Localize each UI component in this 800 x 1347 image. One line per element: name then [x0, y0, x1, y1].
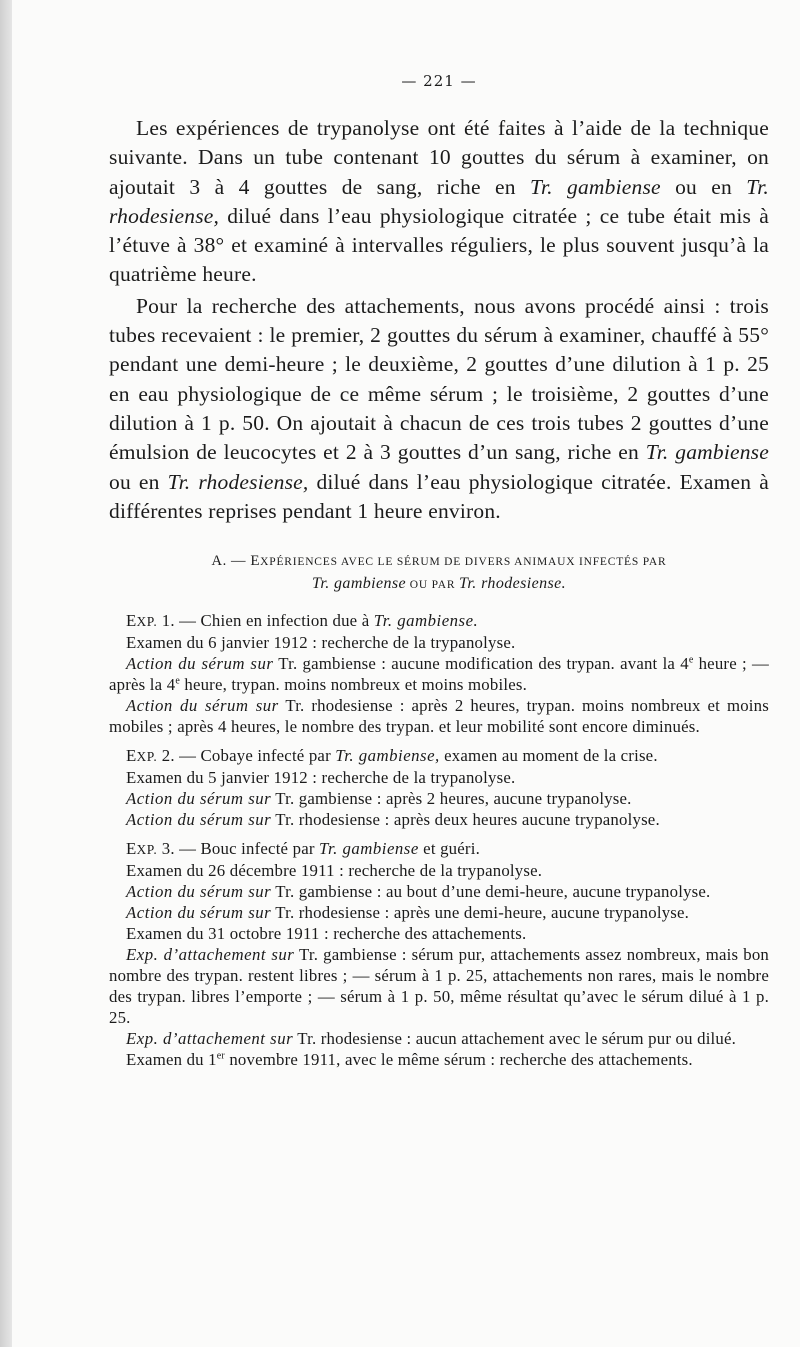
action-label: Action du sérum sur: [126, 696, 279, 716]
exp3-label-smallcaps: XP.: [136, 842, 158, 858]
exp3-label-initial: E: [126, 839, 137, 859]
action-label: Action du sérum sur: [126, 789, 272, 809]
exp1-heading: [109, 610, 769, 632]
exp3-heading: [109, 838, 769, 860]
section-species-rhodesiense: Tr. rhodesiense.: [459, 575, 567, 593]
section-initial: E: [250, 553, 261, 570]
exp1-exam: Examen du 6 janvier 1912 : recherche de la trypanolyse.: [126, 633, 516, 653]
exp3-exam-attachements: Examen du 31 octobre 1911 : recherche des attachements.: [126, 924, 527, 944]
exp2-a1-text: Tr. gambiense : après 2 heures, aucune trypanolyse.: [271, 789, 632, 809]
exp3-label-text: 3. — Bouc infecté par: [157, 839, 320, 859]
exp1-a1-text3: heure, trypan. moins nombreux et moins mobiles.: [179, 675, 527, 695]
exp3-label-end: et guéri.: [418, 839, 480, 859]
species-gambiense: Tr. gambiense: [530, 174, 661, 199]
exp2-label-text: 2. — Cobaye infecté par: [157, 746, 336, 766]
section-species-gambiense: Tr. gambiense: [311, 575, 407, 593]
exp2-heading: [109, 745, 769, 767]
intro-p2-mid: ou en: [109, 469, 168, 494]
intro-p1-text: Les expériences de trypanolyse ont été faites à l’aide de la technique suivante. Dans un tube contenant 10 gouttes du sérum à examiner, on ajoutait 3 à 4 gouttes de sang, riche en: [109, 116, 769, 199]
experiments: [109, 610, 769, 1070]
attachment-label: Exp. d’attachement sur: [126, 1029, 294, 1049]
exp2-exam: Examen du 5 janvier 1912 : recherche de la trypanolyse.: [126, 768, 516, 788]
section-title-smallcaps: XPÉRIENCES AVEC LE SÉRUM DE DIVERS ANIMAUX INFECTÉS PAR: [260, 556, 667, 569]
exp2-label-smallcaps: XP.: [136, 749, 158, 765]
exp1-label-text: 1. — Chien en infection due à: [157, 611, 374, 631]
exp2-label-end: examen au moment de la crise.: [439, 746, 658, 766]
intro-p2-text: Pour la recherche des attachements, nous avons procédé ainsi : trois tubes recevaient : le premier, 2 gouttes du sérum à examiner, chauffé à 55° pendant une demi-heure ; le deuxième, 2 gouttes d’une dilution à 1 p. 25 en eau physiologique de ce même sérum ; le troisième, 2 gouttes d’une dilution à 1 p. 50. On ajoutait à chacun de ces trois tubes 2 gouttes d’une émulsion de leucocytes et 2 à 3 gouttes d’un sang, riche en: [109, 293, 769, 465]
exp1-label-smallcaps: XP.: [136, 614, 158, 630]
exp3-attachment-gambiense: [109, 944, 769, 1028]
species-gambiense: Tr. gambiense: [645, 440, 769, 465]
intro-p1-mid: ou en: [660, 174, 747, 199]
attachment-label: Exp. d’attachement sur: [126, 945, 295, 965]
exp1-label-initial: E: [126, 611, 137, 631]
section-heading-line-2: [109, 573, 769, 596]
exp3-b2-text: Tr. rhodesiense : aucun attachement avec le sérum pur ou dilué.: [293, 1029, 737, 1049]
exp1-a1-text2: heure ; — après la 4: [109, 654, 769, 695]
document-page: [12, 0, 800, 1347]
ordinal-superscript: e: [688, 654, 694, 666]
exp3-exam3-text: Examen du 1: [126, 1050, 217, 1070]
action-label: Action du sérum sur: [126, 903, 272, 923]
exp2-species: Tr. gambiense,: [335, 746, 440, 766]
exp3-exam3-text2: novembre 1911, avec le même sérum : recherche des attachements.: [224, 1050, 693, 1070]
exp1-action-gambiense: [109, 653, 769, 695]
exp3-a1-text: Tr. gambiense : au bout d’une demi-heure, aucune trypanolyse.: [271, 882, 711, 902]
exp1-species: Tr. gambiense.: [373, 611, 479, 631]
ordinal-superscript: e: [175, 675, 180, 687]
species-rhodesiense: Tr. rhodesiense,: [109, 174, 769, 228]
page-number: — 221 —: [401, 72, 477, 90]
exp2-label-initial: E: [126, 746, 137, 766]
ordinal-superscript: er: [216, 1050, 225, 1062]
exp3-action-gambiense: [109, 881, 769, 902]
intro-text: [109, 114, 769, 526]
intro-p1-end: dilué dans l’eau physiologique citratée ; ce tube était mis à l’étuve à 38° et examiné à intervalles réguliers, le plus souvent jusqu’à la quatrième heure.: [109, 203, 769, 287]
action-label: Action du sérum sur: [126, 810, 272, 830]
action-label: Action du sérum sur: [126, 882, 272, 902]
exp1-a1-text: Tr. gambiense : aucune modification des trypan. avant la 4: [273, 654, 689, 674]
exp3-action-rhodesiense: [109, 902, 769, 923]
exp3-attachment-rhodesiense: [109, 1028, 769, 1049]
exp3-species: Tr. gambiense: [319, 839, 419, 859]
exp3-exam-trypanolyse: Examen du 26 décembre 1911 : recherche de la trypanolyse.: [126, 861, 543, 881]
exp2-action-gambiense: [109, 788, 769, 809]
section-heading-line-1: [109, 551, 769, 573]
action-label: Action du sérum sur: [126, 654, 274, 674]
exp1-action-rhodesiense: [109, 695, 769, 737]
section-or: OU PAR: [406, 579, 460, 592]
species-rhodesiense: Tr. rhodesiense,: [167, 469, 309, 494]
exp3-exam-novembre: [109, 1049, 769, 1070]
page-gutter-shadow: [0, 0, 12, 1347]
page-content: [109, 72, 769, 1070]
intro-p2-end: dilué dans l’eau physiologique citratée. Examen à différentes reprises pendant 1 heure environ.: [109, 469, 769, 523]
exp2-action-rhodesiense: [109, 809, 769, 830]
exp3-b1-text: Tr. gambiense : sérum pur, attachements assez nombreux, mais bon nombre des trypan. restent libres ; — sérum à 1 p. 25, attachements non rares, mais le nombre des trypan. libres l’emporte ; — sérum à 1 p. 50, même résultat qu’avec le sérum dilué à 1 p. 25.: [109, 945, 769, 1028]
intro-paragraph-technique: [109, 114, 769, 290]
section-letter: A. —: [211, 553, 251, 570]
intro-paragraph-attachments: [109, 292, 769, 526]
section-heading: [109, 551, 769, 596]
exp2-a2-text: Tr. rhodesiense : après deux heures aucune trypanolyse.: [271, 810, 660, 830]
exp3-a2-text: Tr. rhodesiense : après une demi-heure, aucune trypanolyse.: [271, 903, 690, 923]
exp1-a2-text: Tr. rhodesiense : après 2 heures, trypan. moins nombreux et moins mobiles ; après 4 heures, le nombre des trypan. et leur mobilité sont encore diminués.: [109, 696, 769, 737]
